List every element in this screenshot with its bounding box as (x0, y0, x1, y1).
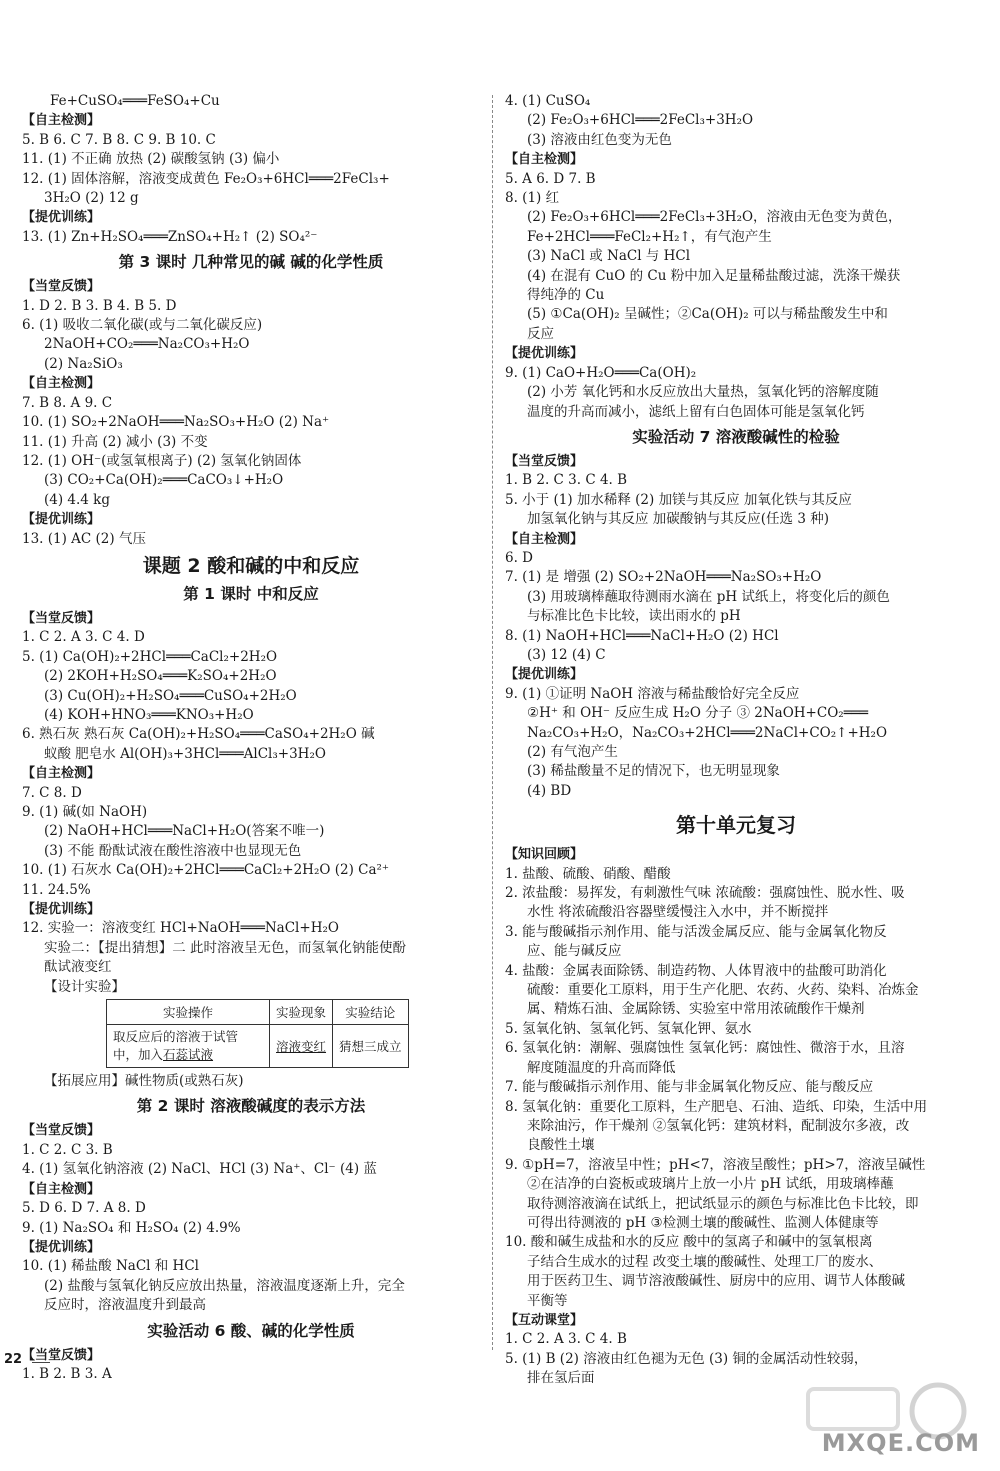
answer-continuation: 【设计实验】 (44, 978, 125, 995)
table-header-cell: 实验结论 (333, 1000, 409, 1025)
section-heading: 【自主检测】 (22, 1181, 101, 1197)
answer-continuation: 可得出待测液的 pH ③检测土壤的酸碱性、监测人体健康等 (527, 1214, 879, 1231)
operation-cell: 取反应后的溶液于试管 中，加入石蕊试液 (107, 1025, 270, 1068)
answer-line: 8. (1) NaOH+HCl═══NaCl+H₂O (2) HCl (505, 627, 779, 644)
answer-line: 12. (1) OH⁻(或氢氧根离子) (2) 氢氧化钠固体 (22, 452, 302, 469)
section-heading: 【当堂反馈】 (22, 1347, 101, 1363)
answer-continuation: 2NaOH+CO₂═══Na₂CO₃+H₂O (44, 336, 250, 353)
answer-continuation: 解度随温度的升高而降低 (527, 1059, 676, 1076)
section-heading: 【提优训练】 (22, 512, 101, 528)
answer-line: 12. 实验一：溶液变红 HCl+NaOH═══NaCl+H₂O (22, 920, 339, 937)
answer-continuation: (4) 在混有 CuO 的 Cu 粉中加入足量稀盐酸过滤，洗涤干燥获 (527, 267, 901, 284)
answer-line: 11. 24.5% (22, 881, 91, 898)
section-heading: 【提优训练】 (22, 1239, 101, 1255)
answer-continuation: 【拓展应用】碱性物质(或熟石灰) (44, 1073, 244, 1090)
answer-line: 5. D 6. D 7. A 8. D (22, 1200, 146, 1217)
answer-line: 8. 氢氧化钠：重要化工原料，生产肥皂、石油、造纸、印染，生活中用 (505, 1098, 928, 1115)
lesson-title: 第 3 课时 几种常见的碱 碱的化学性质 (118, 253, 384, 272)
answer-continuation: 反应时，溶液温度升到最高 (44, 1297, 206, 1314)
answer-line: 1. C 2. C 3. B (22, 1141, 113, 1158)
answer-line: 11. (1) 升高 (2) 减小 (3) 不变 (22, 433, 208, 450)
section-heading: 【当堂反馈】 (22, 1123, 101, 1139)
section-heading: 【互动课堂】 (505, 1312, 584, 1328)
answer-continuation: (2) 小芳 氧化钙和水反应放出大量热，氢氧化钙的溶解度随 (527, 384, 879, 401)
answer-continuation: (2) 有气泡产生 (527, 744, 618, 760)
answer-line: 4. 盐酸：金属表面除锈、制造药物、人体胃液中的盐酸可助消化 (505, 962, 887, 979)
answer-line: 11. (1) 不正确 放热 (2) 碳酸氢钠 (3) 偏小 (22, 151, 280, 168)
answer-line: 10. 酸和碱生成盐和水的反应 酸中的氢离子和碱中的氢氧根离 (505, 1234, 873, 1251)
answer-line: 6. D (505, 549, 533, 566)
answer-line: 6. 氢氧化钠：潮解、强腐蚀性 氢氧化钙：腐蚀性、微溶于水，且溶 (505, 1040, 905, 1057)
answer-line: 10. (1) 稀盐酸 NaCl 和 HCl (22, 1258, 199, 1275)
answer-line: 1. B 2. C 3. C 4. B (505, 472, 628, 489)
answer-line: 1. C 2. A 3. C 4. D (22, 629, 145, 646)
section-heading: 【自主检测】 (505, 531, 584, 547)
answer-continuation: (2) NaOH+HCl═══NaCl+H₂O(答案不唯一) (44, 823, 325, 840)
unit-title: 第十单元复习 (676, 813, 796, 838)
section-heading: 【提优训练】 (505, 346, 584, 362)
answer-line: 12. (1) 固体溶解，溶液变成黄色 Fe₂O₃+6HCl═══2FeCl₃+ (22, 170, 390, 187)
answer-continuation: (2) Fe₂O₃+6HCl═══2FeCl₃+3H₂O (527, 112, 754, 129)
answer-continuation: Na₂CO₃+H₂O，Na₂CO₃+2HCl═══2NaCl+CO₂↑+H₂O (527, 724, 888, 741)
answer-line: 3. 能与酸碱指示剂作用、能与活泼金属反应、能与金属氧化物反 (505, 923, 887, 940)
answer-continuation: 酞试液变红 (44, 959, 112, 976)
answer-line: 9. ①pH=7，溶液呈中性；pH<7，溶液呈酸性；pH>7，溶液呈碱性 (505, 1156, 926, 1173)
section-heading: 【知识回顾】 (505, 847, 584, 863)
lesson-title: 第 1 课时 中和反应 (183, 584, 319, 603)
page-number: 22 (4, 1352, 23, 1367)
answer-continuation: (3) CO₂+Ca(OH)₂═══CaCO₃↓+H₂O (44, 472, 284, 489)
answer-line: 1. D 2. B 3. B 4. B 5. D (22, 297, 177, 314)
answer-continuation: 温度的升高而减小，滤纸上留有白色固体可能是氢氧化钙 (527, 403, 865, 420)
answer-continuation: (3) 溶液由红色变为无色 (527, 131, 672, 148)
answer-continuation: (3) 稀盐酸量不足的情况下，也无明显现象 (527, 763, 780, 780)
answer-continuation: (4) 4.4 kg (44, 491, 110, 508)
answer-continuation: 属、精炼石油、金属除锈、实验室中常用浓硫酸作干燥剂 (527, 1001, 865, 1018)
answer-line: 1. C 2. A 3. C 4. B (505, 1331, 627, 1348)
answer-continuation: (5) ①Ca(OH)₂ 呈碱性；②Ca(OH)₂ 可以与稀盐酸发生中和 (527, 306, 888, 323)
lesson-title: 实验活动 6 酸、碱的化学性质 (147, 1321, 355, 1340)
answer-line: 7. C 8. D (22, 784, 82, 801)
lesson-title: 第 2 课时 溶液酸碱度的表示方法 (136, 1097, 366, 1116)
answer-line: 1. 盐酸、硫酸、硝酸、醋酸 (505, 865, 671, 882)
answer-line: 9. (1) CaO+H₂O═══Ca(OH)₂ (505, 364, 697, 381)
answer-line: 5. B 6. C 7. B 8. C 9. B 10. C (22, 131, 216, 148)
answer-continuation: 来除油污，作干燥剂 ②氢氧化钙：建筑材料，配制波尔多液，改 (527, 1117, 910, 1134)
section-heading: 【自主检测】 (22, 113, 101, 129)
section-heading: 【提优训练】 (22, 210, 101, 226)
answer-line: 7. 能与酸碱指示剂作用、能与非金属氧化物反应、能与酸反应 (505, 1079, 874, 1096)
answer-line: 5. A 6. D 7. B (505, 170, 596, 187)
section-heading: 【当堂反馈】 (22, 279, 101, 295)
answer-continuation: (4) BD (527, 782, 572, 799)
answer-continuation: 取待测溶液滴在试纸上，把试纸显示的颜色与标准比色卡比较，即 (527, 1195, 919, 1212)
answer-line: 5. 氢氧化钠、氢氧化钙、氢氧化钾、氨水 (505, 1020, 752, 1037)
answer-continuation: (3) 不能 酚酞试液在酸性溶液中也显现无色 (44, 842, 302, 859)
answer-continuation: 排在氢后面 (527, 1370, 595, 1387)
answer-line: 4. (1) 氢氧化钠溶液 (2) NaCl、HCl (3) Na⁺、Cl⁻ (4) 蓝 (22, 1161, 377, 1178)
section-heading: 【当堂反馈】 (22, 610, 101, 626)
answer-continuation: (3) Cu(OH)₂+H₂SO₄═══CuSO₄+2H₂O (44, 687, 297, 704)
page-number-dash (32, 1362, 50, 1363)
answer-continuation: Fe+CuSO₄═══FeSO₄+Cu (50, 93, 220, 109)
answer-line: 13. (1) AC (2) 气压 (22, 530, 146, 547)
answer-line: 5. (1) B (2) 溶液由红色褪为无色 (3) 铜的金属活动性较弱， (505, 1350, 868, 1367)
answer-continuation: (2) 2KOH+H₂SO₄═══K₂SO₄+2H₂O (44, 668, 277, 685)
answer-continuation: 反应 (527, 325, 554, 342)
answer-continuation: 应、能与碱反应 (527, 943, 622, 960)
answer-continuation: 与标准比色卡比较，读出雨水的 pH (527, 608, 741, 625)
table-header-cell: 实验现象 (270, 1000, 333, 1025)
conclusion-cell: 猜想三成立 (333, 1025, 409, 1068)
right-column (505, 92, 967, 1389)
answer-continuation: (3) 12 (4) C (527, 646, 606, 663)
answer-continuation: 实验二：【提出猜想】二 此时溶液呈无色，而氢氧化钠能使酚 (44, 939, 407, 956)
answer-line: 8. (1) 红 (505, 190, 560, 207)
answer-line: 5. (1) Ca(OH)₂+2HCl═══CaCl₂+2H₂O (22, 648, 278, 665)
answer-line: 4. (1) CuSO₄ (505, 93, 591, 109)
answer-continuation: 平衡等 (527, 1292, 568, 1309)
answer-continuation: ②H⁺ 和 OH⁻ 反应生成 H₂O 分子 ③ 2NaOH+CO₂═══ (527, 705, 869, 722)
answer-continuation: 得纯净的 Cu (527, 287, 605, 304)
answer-line: 7. B 8. A 9. C (22, 394, 113, 411)
experiment-table (106, 999, 409, 1068)
answer-line: 9. (1) 碱(如 NaOH) (22, 804, 148, 820)
section-heading: 【当堂反馈】 (505, 453, 584, 469)
section-heading: 【自主检测】 (505, 152, 584, 168)
lesson-title: 实验活动 7 溶液酸碱性的检验 (632, 427, 840, 446)
answer-line: 5. 小于 (1) 加水稀释 (2) 加镁与其反应 加氧化铁与其反应 (505, 491, 852, 508)
section-heading: 【提优训练】 (22, 902, 101, 918)
section-heading: 【提优训练】 (505, 667, 584, 683)
section-heading: 【自主检测】 (22, 376, 101, 392)
answer-continuation: (3) NaCl 或 NaCl 与 HCl (527, 248, 691, 265)
answer-line: 7. (1) 是 增强 (2) SO₂+2NaOH═══Na₂SO₃+H₂O (505, 569, 822, 586)
answer-line: 6. 熟石灰 熟石灰 Ca(OH)₂+H₂SO₄═══CaSO₄+2H₂O 碱 (22, 726, 375, 743)
answer-line: 1. B 2. B 3. A (22, 1365, 112, 1382)
answer-continuation: (2) 盐酸与氢氧化钠反应放出热量，溶液温度逐渐上升，完全 (44, 1277, 405, 1294)
answer-line: 13. (1) Zn+H₂SO₄═══ZnSO₄+H₂↑ (2) SO₄²⁻ (22, 228, 318, 245)
answer-continuation: 3H₂O (2) 12 g (44, 190, 139, 207)
phenomenon-cell: 溶液变红 (270, 1025, 333, 1068)
answer-continuation: (3) 用玻璃棒蘸取待测雨水滴在 pH 试纸上，将变化后的颜色 (527, 588, 890, 605)
answer-continuation: (4) KOH+HNO₃═══KNO₃+H₂O (44, 706, 254, 723)
answer-continuation: (2) Na₂SiO₃ (44, 355, 123, 372)
watermark-text: MXQE.COM (821, 1429, 980, 1457)
answer-continuation: 硫酸：重要化工原料，用于生产化肥、农药、火药、染料、冶炼金 (527, 982, 919, 999)
answer-continuation: 良酸性土壤 (527, 1137, 595, 1154)
answer-continuation: 蚁酸 肥皂水 Al(OH)₃+3HCl═══AlCl₃+3H₂O (44, 745, 326, 762)
answer-continuation: 水性 将浓硫酸沿容器壁缓慢注入水中，并不断搅拌 (527, 904, 829, 921)
answer-continuation: 用于医药卫生、调节溶液酸碱性、厨房中的应用、调节人体酸碱 (527, 1273, 905, 1290)
answer-line: 10. (1) 石灰水 Ca(OH)₂+2HCl═══CaCl₂+2H₂O (2) Ca²⁺ (22, 862, 390, 879)
answer-line: 9. (1) Na₂SO₄ 和 H₂SO₄ (2) 4.9% (22, 1219, 241, 1236)
answer-line: 6. (1) 吸收二氧化碳(或与二氧化碳反应) (22, 317, 263, 334)
answer-continuation: ②在洁净的白瓷板或玻璃片上放一小片 pH 试纸，用玻璃棒蘸 (527, 1176, 894, 1193)
left-column (22, 92, 480, 1384)
topic-title: 课题 2 酸和碱的中和反应 (142, 554, 360, 577)
answer-line: 10. (1) SO₂+2NaOH═══Na₂SO₃+H₂O (2) Na⁺ (22, 414, 330, 431)
section-heading: 【自主检测】 (22, 766, 101, 782)
answer-line: 2. 浓盐酸：易挥发，有刺激性气味 浓硫酸：强腐蚀性、脱水性、吸 (505, 885, 905, 902)
table-row (107, 1025, 409, 1068)
answer-line: 9. (1) ①证明 NaOH 溶液与稀盐酸恰好完全反应 (505, 685, 800, 702)
answer-continuation: 子结合生成水的过程 改变土壤的酸碱性、处理工厂的废水、 (527, 1253, 883, 1270)
answer-continuation: Fe+2HCl═══FeCl₂+H₂↑，有气泡产生 (527, 228, 772, 245)
column-divider (492, 95, 493, 1350)
answer-continuation: 加氢氧化钠与其反应 加碳酸钠与其反应(任选 3 种) (527, 511, 829, 528)
answer-continuation: (2) Fe₂O₃+6HCl═══2FeCl₃+3H₂O，溶液由无色变为黄色， (527, 209, 902, 226)
fill-in-answer: 石蕊试液 (163, 1047, 214, 1063)
table-header-cell: 实验操作 (107, 1000, 270, 1025)
